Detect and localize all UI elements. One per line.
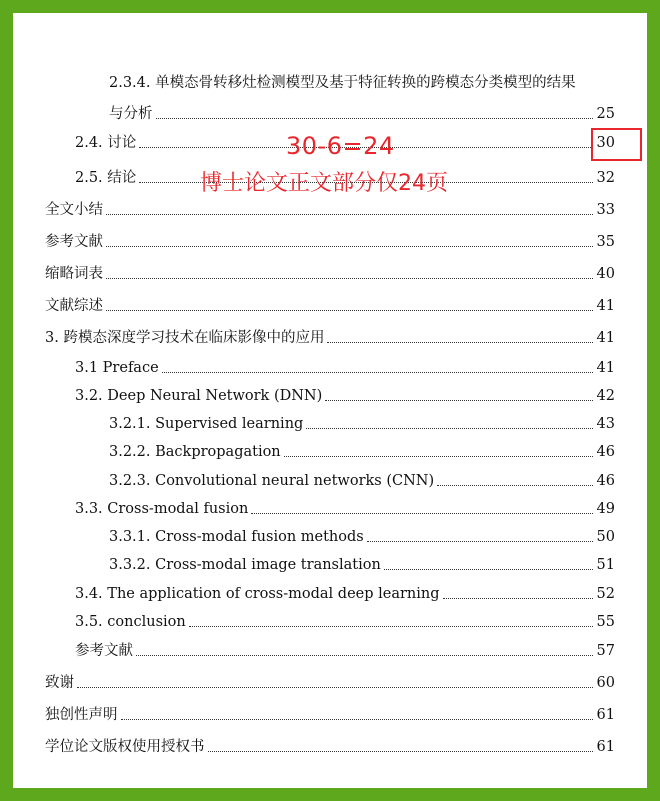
toc-entry-page: 55 <box>596 614 615 630</box>
toc-entry-page: 41 <box>596 330 615 346</box>
toc-entry-3-3-2[interactable] <box>109 555 615 575</box>
toc-entry-label: 参考文献 <box>45 234 103 250</box>
dot-leader <box>106 310 593 311</box>
toc-entry-label: 致谢 <box>45 675 74 691</box>
toc-entry-acknowledgements[interactable] <box>45 673 615 693</box>
toc-entry-page: 49 <box>596 501 615 517</box>
dot-leader <box>327 342 592 343</box>
toc-entry-label: 缩略词表 <box>45 266 103 282</box>
dot-leader <box>121 719 593 720</box>
toc-entry-page: 61 <box>596 707 615 723</box>
dot-leader <box>437 485 592 486</box>
dot-leader <box>77 687 593 688</box>
toc-entry-label: 3.2.2. Backpropagation <box>109 444 281 460</box>
toc-entry-2-3-4[interactable] <box>109 104 615 124</box>
toc-entry-label: 3.2. Deep Neural Network (DNN) <box>75 388 323 404</box>
toc-entry-3-1[interactable] <box>75 358 615 378</box>
dot-leader <box>367 541 593 542</box>
toc-entry-page: 42 <box>596 388 615 404</box>
toc-entry-page: 50 <box>596 529 615 545</box>
toc-entry-originality[interactable] <box>45 705 615 725</box>
toc-entry-label: 与分析 <box>109 106 153 122</box>
toc-entry-page: 46 <box>596 473 615 489</box>
toc-entry-3-2-3[interactable] <box>109 471 615 491</box>
dot-leader <box>136 655 593 656</box>
toc-entry-label: 2.4. 讨论 <box>75 135 137 151</box>
toc-entry-label: 2.5. 结论 <box>75 170 137 186</box>
dot-leader <box>443 598 593 599</box>
toc-entry-abbreviations[interactable] <box>45 264 615 284</box>
dot-leader <box>106 246 593 247</box>
toc-entry-page: 43 <box>596 416 615 432</box>
toc-entry-3-3[interactable] <box>75 499 615 519</box>
dot-leader <box>189 626 593 627</box>
dot-leader <box>162 372 593 373</box>
toc-entry-label: 3. 跨模态深度学习技术在临床影像中的应用 <box>45 330 325 346</box>
toc-entry-label: 3.4. The application of cross-modal deep learning <box>75 586 440 602</box>
dot-leader <box>106 278 593 279</box>
toc-entry-label: 3.3.2. Cross-modal image translation <box>109 557 381 573</box>
toc-entry-page: 41 <box>596 360 615 376</box>
dot-leader <box>306 428 592 429</box>
toc-entry-page: 35 <box>596 234 615 250</box>
dot-leader <box>325 400 592 401</box>
toc-entry-label: 3.1 Preface <box>75 360 159 376</box>
dot-leader <box>284 456 593 457</box>
toc-entry-page: 33 <box>596 202 615 218</box>
toc-entry-label: 全文小结 <box>45 202 103 218</box>
dot-leader <box>106 214 593 215</box>
toc-entry-page: 40 <box>596 266 615 282</box>
toc-entry-3-2[interactable] <box>75 386 615 406</box>
toc-entry-3-2-2[interactable] <box>109 442 615 462</box>
toc-entry-label: 学位论文版权使用授权书 <box>45 739 205 755</box>
toc-entry-3[interactable] <box>45 328 615 348</box>
toc-entry-copyright[interactable] <box>45 737 615 757</box>
toc-entry-page: 30 <box>596 135 615 151</box>
annotation-note: 博士论文正文部分仅24页 <box>200 171 448 196</box>
toc-entry-2-3-4-line1: 2.3.4. 单模态骨转移灶检测模型及基于特征转换的跨模态分类模型的结果 <box>109 75 576 91</box>
toc-entry-label: 3.3. Cross-modal fusion <box>75 501 249 517</box>
toc-entry-review[interactable] <box>45 296 615 316</box>
toc-entry-page: 57 <box>596 643 615 659</box>
toc-entry-review-references[interactable] <box>75 641 615 661</box>
toc-entry-label: 参考文献 <box>75 643 133 659</box>
toc-entry-page: 52 <box>596 586 615 602</box>
toc-entry-label: 独创性声明 <box>45 707 118 723</box>
toc-entry-references[interactable] <box>45 232 615 252</box>
toc-entry-page: 25 <box>596 106 615 122</box>
toc-entry-label: 3.5. conclusion <box>75 614 186 630</box>
toc-entry-3-2-1[interactable] <box>109 414 615 434</box>
toc-entry-page: 51 <box>596 557 615 573</box>
toc-entry-3-4[interactable] <box>75 584 615 604</box>
toc-entry-label: 3.2.3. Convolutional neural networks (CNN) <box>109 473 435 489</box>
toc-entry-label: 文献综述 <box>45 298 103 314</box>
dot-leader <box>156 118 593 119</box>
toc-entry-page: 61 <box>596 739 615 755</box>
toc-entry-label: 3.3.1. Cross-modal fusion methods <box>109 529 364 545</box>
page-number-highlight-box <box>591 128 642 161</box>
dot-leader <box>208 751 593 752</box>
toc-entry-page: 41 <box>596 298 615 314</box>
toc-entry-label: 3.2.1. Supervised learning <box>109 416 304 432</box>
toc-entry-page: 60 <box>596 675 615 691</box>
dot-leader <box>251 513 592 514</box>
toc-entry-summary[interactable] <box>45 200 615 220</box>
toc-entry-3-3-1[interactable] <box>109 527 615 547</box>
annotation-calculation: 30-6=24 <box>286 132 395 160</box>
dot-leader <box>384 569 593 570</box>
toc-entry-3-5[interactable] <box>75 612 615 632</box>
toc-entry-page: 32 <box>596 170 615 186</box>
toc-entry-page: 46 <box>596 444 615 460</box>
